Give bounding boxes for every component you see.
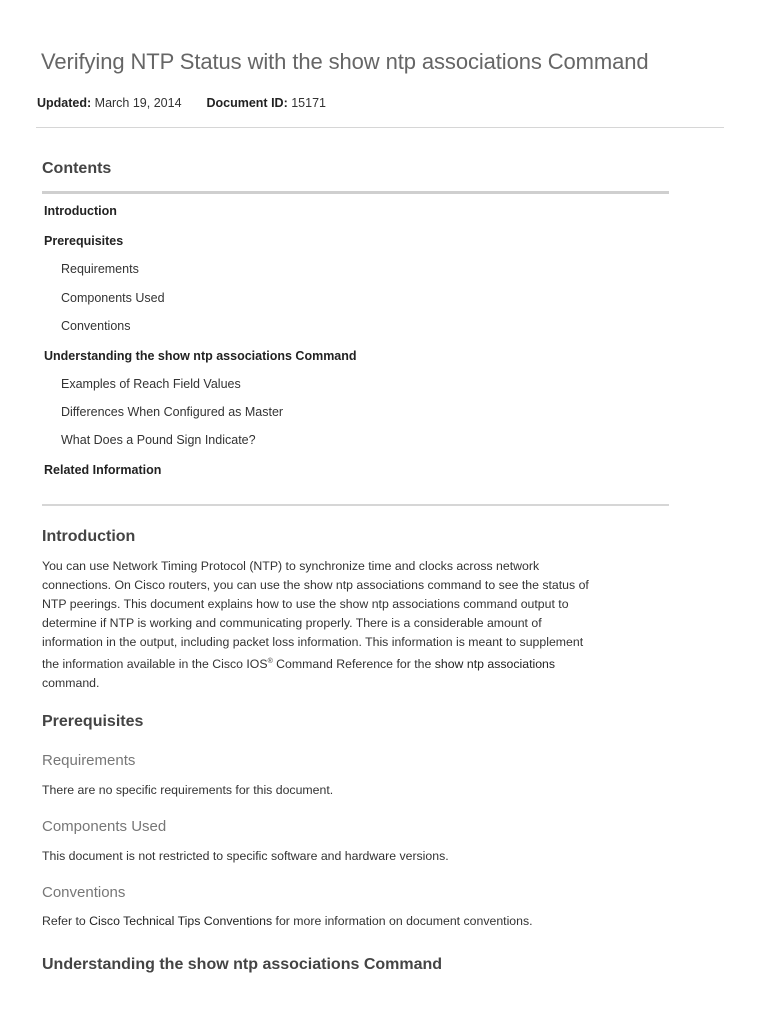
header-divider — [36, 127, 724, 128]
toc-link-introduction[interactable]: Introduction — [44, 204, 117, 218]
intro-line: determine if NTP is working and communicating properly. There is a considerable amount of — [42, 616, 542, 630]
requirements-text: There are no specific requirements for this document. — [42, 783, 334, 797]
toc-link-related-information[interactable]: Related Information — [44, 463, 162, 477]
contents-heading: Contents — [42, 160, 112, 177]
toc-link-reach-field-examples[interactable]: Examples of Reach Field Values — [61, 377, 241, 391]
toc-link-requirements[interactable]: Requirements — [61, 262, 139, 276]
intro-line: You can use Network Timing Protocol (NTP) to synchronize time and clocks across network — [42, 559, 540, 573]
intro-line: information in the output, including packet loss information. This information is meant to supplement — [42, 635, 584, 649]
requirements-heading: Requirements — [42, 752, 136, 769]
updated-label: Updated: — [37, 96, 92, 110]
prerequisites-heading: Prerequisites — [42, 713, 144, 730]
understanding-heading: Understanding the show ntp associations Command — [42, 956, 443, 973]
conventions-text — [42, 912, 672, 931]
components-used-text: This document is not restricted to specific software and hardware versions. — [42, 849, 449, 863]
intro-line-6 — [42, 652, 672, 674]
intro-line-6-start: the information available in the Cisco IOS — [42, 657, 268, 672]
conventions-suffix: for more information on document conventions. — [272, 914, 533, 928]
page-title: Verifying NTP Status with the show ntp associations Command — [41, 48, 649, 74]
toc-link-prerequisites[interactable]: Prerequisites — [44, 234, 124, 248]
cisco-technical-tips-conventions-link[interactable]: Cisco Technical Tips Conventions — [89, 914, 273, 928]
intro-line: NTP peerings. This document explains how to use the show ntp associations command output to — [42, 597, 569, 611]
toc-link-pound-sign[interactable]: What Does a Pound Sign Indicate? — [61, 433, 256, 447]
toc-link-conventions[interactable]: Conventions — [61, 319, 131, 333]
toc-link-components-used[interactable]: Components Used — [61, 291, 165, 305]
contents-end-divider — [42, 504, 669, 506]
contents-divider — [42, 191, 669, 194]
document-id-value: 15171 — [291, 96, 326, 110]
toc-link-master-differences[interactable]: Differences When Configured as Master — [61, 405, 284, 419]
registered-mark: ® — [267, 658, 273, 665]
components-used-heading: Components Used — [42, 818, 167, 835]
document-meta — [37, 96, 326, 110]
conventions-heading: Conventions — [42, 884, 126, 901]
updated-date: March 19, 2014 — [94, 96, 182, 110]
document-id-label: Document ID: — [206, 96, 288, 110]
introduction-heading: Introduction — [42, 528, 136, 545]
introduction-paragraph — [42, 557, 672, 693]
intro-line: connections. On Cisco routers, you can use the show ntp associations command to see the status of — [42, 578, 589, 592]
show-ntp-associations-link[interactable]: show ntp associations — [434, 657, 556, 672]
conventions-prefix: Refer to — [42, 914, 90, 928]
intro-line-6-rest: Command Reference for the — [272, 657, 435, 672]
toc-link-understanding[interactable]: Understanding the show ntp associations Command — [44, 349, 357, 363]
intro-line: command. — [42, 676, 100, 691]
